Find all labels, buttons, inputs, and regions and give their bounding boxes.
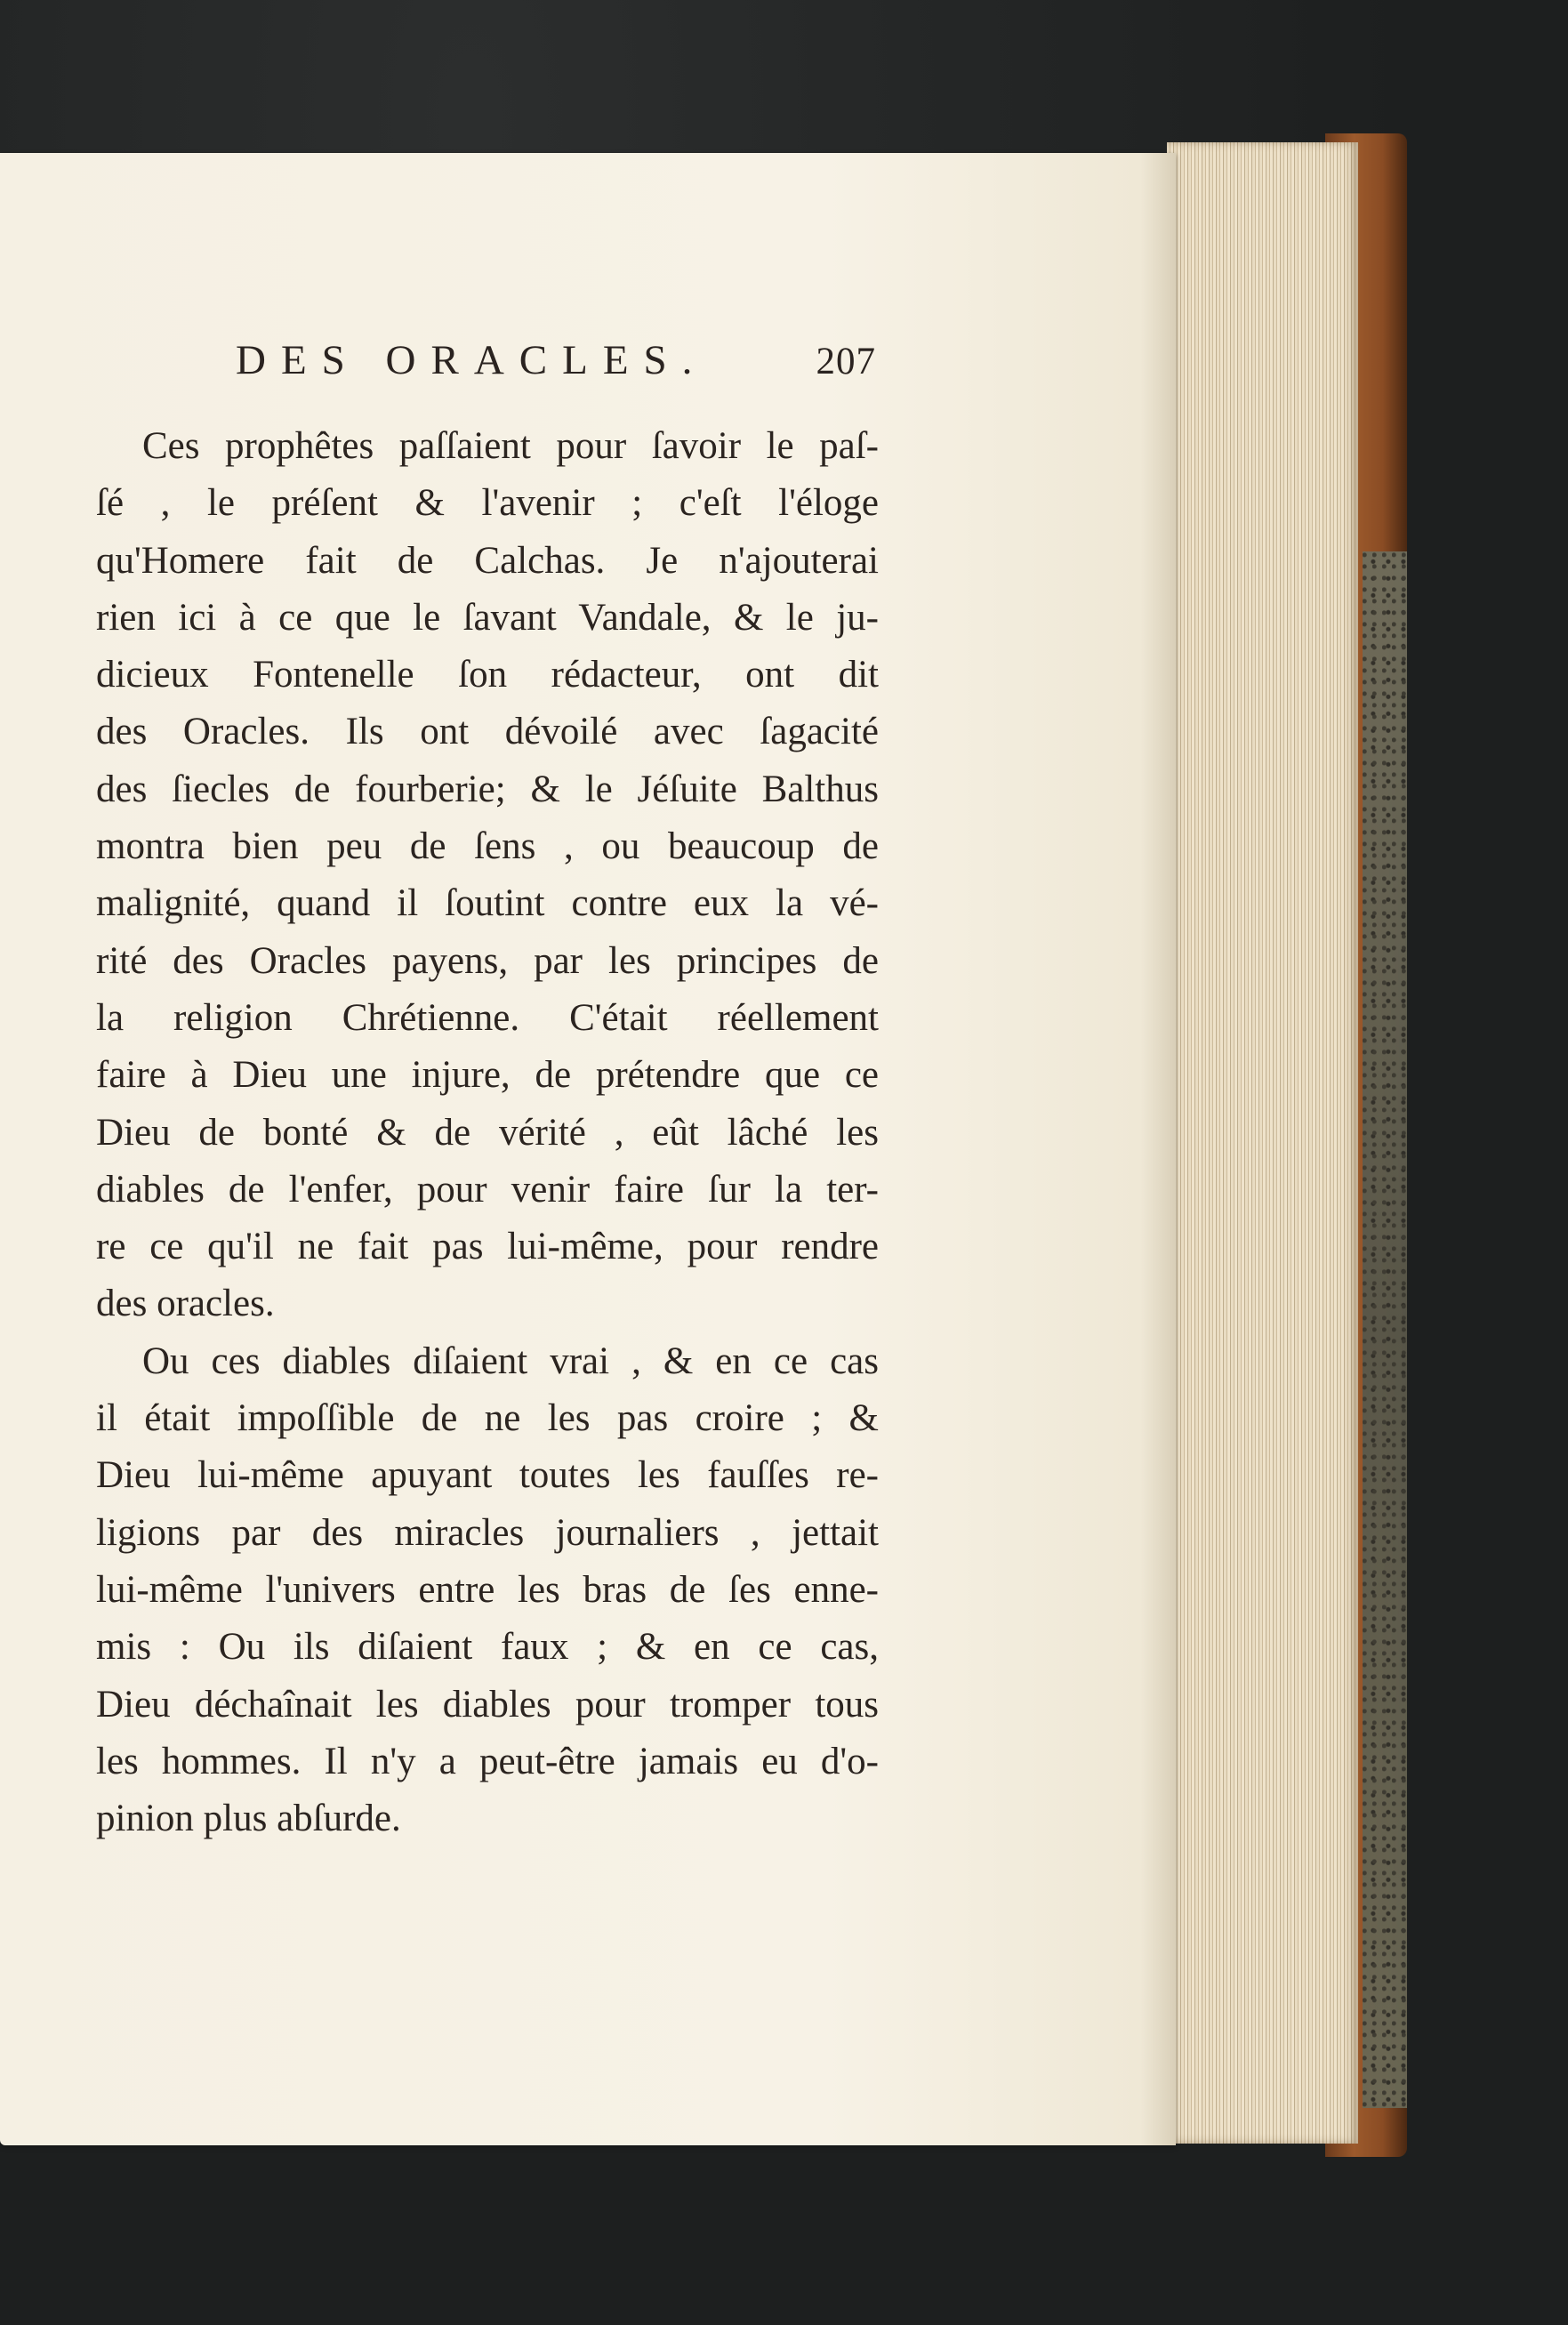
text-line: malignité, quand il ſoutint contre eux la vé-: [96, 882, 879, 925]
running-title: DES ORACLES.: [236, 337, 708, 383]
page-header: [236, 336, 876, 398]
text-line: ligions par des miracles journaliers , jettait: [96, 1511, 879, 1554]
text-line: diables de l'enfer, pour venir faire ſur la ter-: [96, 1168, 879, 1211]
text-line: lui-même l'univers entre les bras de ſes enne-: [96, 1568, 879, 1611]
page-number: 207: [816, 341, 876, 382]
text-line: Ces prophêtes paſſaient pour ſavoir le paſ-: [142, 425, 879, 467]
text-line: rien ici à ce que le ſavant Vandale, & le ju-: [96, 596, 879, 639]
text-line: dicieux Fontenelle ſon rédacteur, ont dit: [96, 654, 879, 696]
marbled-endpaper: [1363, 551, 1407, 2108]
text-line: qu'Homere fait de Calchas. Je n'ajouterai: [96, 539, 879, 582]
text-line: ſé , le préſent & l'avenir ; c'eſt l'éloge: [96, 482, 879, 525]
text-line: Dieu déchaînait les diables pour tromper tous: [96, 1683, 879, 1726]
paragraph-2: [96, 1333, 879, 1848]
page-block-edges: [1167, 142, 1358, 2144]
text-line: il était impoſſible de ne les pas croire ; &: [96, 1397, 879, 1440]
text-line: Dieu lui-même apuyant toutes les fauſſes re-: [96, 1454, 879, 1497]
text-line: Dieu de bonté & de vérité , eût lâché les: [96, 1111, 879, 1154]
text-line: montra bien peu de ſens , ou beaucoup de: [96, 825, 879, 868]
text-line: les hommes. Il n'y a peut-être jamais eu d'o-: [96, 1740, 879, 1782]
text-line: Ou ces diables diſaient vrai , & en ce cas: [142, 1339, 879, 1382]
text-line: la religion Chrétienne. C'était réellement: [96, 996, 879, 1039]
text-line: pinion plus abſurde.: [96, 1798, 401, 1840]
text-line: faire à Dieu une injure, de prétendre que ce: [96, 1054, 879, 1097]
paragraph-1: [96, 418, 879, 1333]
text-line: des oracles.: [96, 1283, 275, 1325]
text-line: rité des Oracles payens, par les principes de: [96, 939, 879, 982]
text-line: mis : Ou ils diſaient faux ; & en ce cas,: [96, 1626, 879, 1669]
text-line: re ce qu'il ne fait pas lui-même, pour rendre: [96, 1226, 879, 1268]
text-line: des ſiecles de fourberie; & le Jéſuite Balthus: [96, 768, 879, 810]
text-line: des Oracles. Ils ont dévoilé avec ſagacité: [96, 711, 879, 753]
body-text: [96, 418, 879, 1847]
